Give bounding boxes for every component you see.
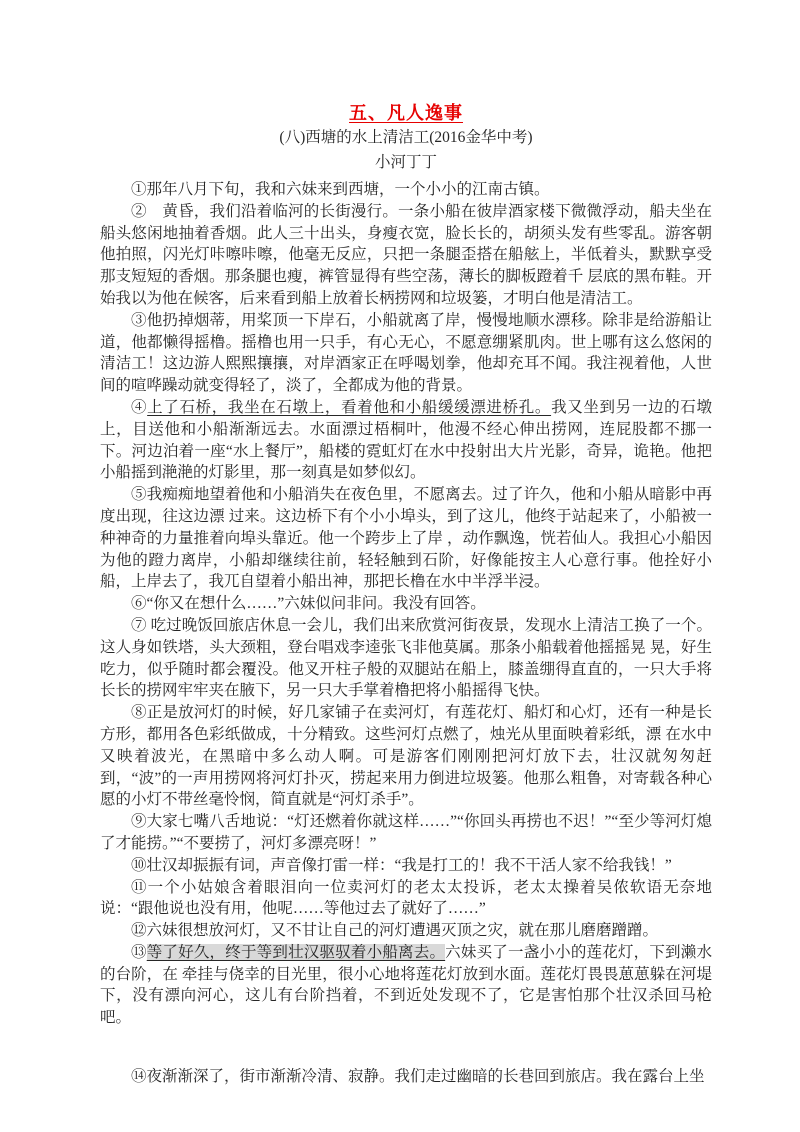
text-segment: ①那年八月下旬，我和六妹来到西塘，一个小小的江南古镇。 xyxy=(131,181,550,198)
doc-author: 小河丁丁 xyxy=(374,154,437,171)
paragraph-13 xyxy=(100,942,712,1029)
paragraph-14 xyxy=(100,1066,712,1088)
doc-subtitle: (八)西塘的水上清洁工(2016金华中考) xyxy=(279,129,533,146)
paragraph-6 xyxy=(100,593,712,615)
paragraph-10 xyxy=(100,855,712,877)
text-segment: ⑧正是放河灯的时候，好几家铺子在卖河灯，有莲花灯、船灯和心灯，还有一种是长方形，都用各色彩纸做成，十分精致。这些河灯点燃了，烛光从里面映着彩纸，漂 在水中又映着波光，在黑暗中多么动人啊。可是游客们刚刚把河灯放下去，壮汉就匆匆赶到，“波”的一声用捞网将河灯扑灭，捞起来用力倒进垃圾篓。他那么粗鲁，对寄载各种心愿的小灯不带丝毫怜悯，简直就是“河灯杀手”。 xyxy=(100,704,712,809)
page-title xyxy=(100,102,712,124)
text-segment: 六妹买了一盏小小的莲花灯，下到濑水的台阶，在 牵挂与侥幸的目光里，很小心地将莲花灯放到水面。莲花灯畏畏葸葸躲在河堤下，没有漂向河心，这儿有台阶挡着，不到近处发现不了，它是害怕那个壮汉杀回马枪吧。 xyxy=(100,943,712,1027)
paragraph-8 xyxy=(100,702,712,811)
text-segment: ② 黄昏，我们沿着临河的长街漫行。一条小船在彼岸酒家楼下微微浮动，船夫坐在船头悠闲地抽着香烟。此人三十出头，身瘦衣宽，脸长长的，胡须头发有些零乱。游客朝他拍照，闪光灯咔嚓咔嚓，他毫无反应，只把一条腿歪搭在船舷上，半低着头，默默享受那支短短的香烟。那条腿也瘦，裤管显得有些空荡，薄长的脚板蹬着千 层底的黑布鞋。开始我以为他在候客，后来看到船上放着长柄捞网和垃圾篓，才明白他是清洁工。 xyxy=(100,202,712,307)
paragraph-2 xyxy=(100,201,712,310)
paragraph-3 xyxy=(100,310,712,397)
text-segment: ⑬ xyxy=(131,943,147,961)
paragraph-9 xyxy=(100,811,712,855)
paragraph-7 xyxy=(100,615,712,702)
text-segment: ⑨大家七嘴八舌地说：“灯还燃着你就这样……”“你回头再捞也不迟！”“至少等河灯熄了才能捞。”“不要捞了，河灯多漂亮呀！” xyxy=(100,813,712,852)
paragraph-4 xyxy=(100,397,712,484)
paragraph-1 xyxy=(100,179,712,201)
underlined-text: 等了好久，终于等到壮汉驱驭着小船离去。 xyxy=(146,943,446,961)
underlined-text: 上了石桥，我坐在石墩上，看着他和小船缓缓漂进桥孔。 xyxy=(147,398,552,416)
text-segment: ⑪一个小姑娘含着眼泪向一位卖河灯的老太太投诉，老太太操着吴侬软语无奈地说：“跟他说也没有用，他呢……等他过去了就好了……” xyxy=(100,878,712,918)
document-body xyxy=(100,179,712,1088)
text-segment: ③他扔掉烟蒂，用桨顶一下岸石，小船就离了岸，慢慢地顺水漂移。除非是给游船让道，他都懒得摇橹。摇橹也用一只手，有心无心，不愿意绷紧肌肉。世上哪有这么悠闲的清洁工！这边游人熙熙攘攘，对岸酒家正在呼喝划拳，他却充耳不闻。我注视着他，人世间的喧哗躁动就变得轻了，淡了，全都成为他的背景。 xyxy=(100,311,712,395)
page-title-text: 五、凡人逸事 xyxy=(349,103,463,123)
text-segment: ⑥“你又在想什么……”六妹似问非问。我没有回答。 xyxy=(131,595,486,613)
text-segment: 我又坐到另一边的石墩上，目送他和小船渐渐远去。水面漂过梧桐叶，他漫不经心伸出捞网，连屁股都不挪一下。河边泊着一座“水上餐厅”，船楼的霓虹灯在水中投射出大片光影，奇异，诡艳。他把小船摇到滟滟的灯影里，那一刻真是如梦似幻。 xyxy=(100,398,712,482)
paragraph-11 xyxy=(100,877,712,921)
text-segment: ⑩壮汉却振振有词，声音像打雷一样：“我是打工的！我不干活人家不给我钱！” xyxy=(131,856,672,874)
text-segment: ⑦ 吃过晚饭回旅店休息一会儿，我们出来欣赏河街夜景，发现水上清洁工换了一个。这人身如铁塔，头大颈粗，登台唱戏李逵张飞非他莫属。那条小船载着他摇摇晃 晃，好生吃力，似乎随时都会覆没。他叉开柱子般的双腿站在船上，膝盖绷得直直的，一只大手将长长的捞网牢牢夹在腋下，另一只大手掌着橹把将小船摇得飞快。 xyxy=(100,616,712,700)
paragraph-12 xyxy=(100,920,712,942)
text-segment: ⑤我痴痴地望着他和小船消失在夜色里，不愿离去。过了许久，他和小船从暗影中再度出现，往这边漂 过来。这边桥下有个小小埠头，到了这儿，他终于站起来了，小船被一种神奇的力量推着向埠头靠近。他一个跨步上了岸 ，动作飘逸，恍若仙人。我担心小船因为他的蹬力离岸，小船却继续往前，轻轻触到石阶，好像能按主人心意行事。他拴好小船，上岸去了，我兀自望着小船出神，那把长橹在水中半浮半浸。 xyxy=(100,486,712,591)
text-segment: ⑫六妹很想放河灯，又不甘让自己的河灯遭遇灭顶之灾，就在那儿磨磨蹭蹭。 xyxy=(131,922,659,940)
paragraph-5 xyxy=(100,484,712,593)
text-segment: ④ xyxy=(131,398,148,416)
text-segment: ⑭夜渐渐深了，街市渐渐冷清、寂静。我们走过幽暗的长巷回到旅店。我在露台上坐 xyxy=(131,1068,705,1086)
